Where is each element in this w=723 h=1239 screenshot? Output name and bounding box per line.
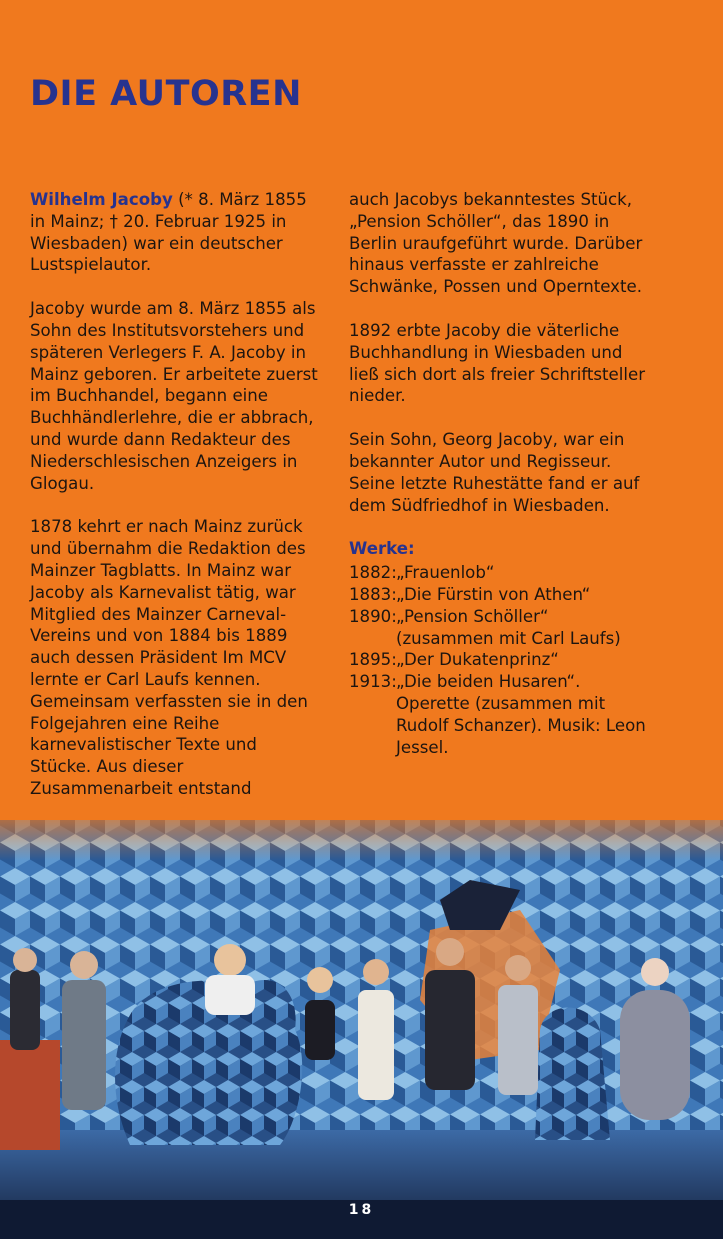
list-item [349, 606, 649, 650]
paragraph: Jacoby wurde am 8. März 1855 als Sohn des Institutsvorstehers und späteren Verlegers F. A. Jacoby in Mainz geboren. Er arbeitete zuerst im Buchhandel, begann eine Buchhändlerlehre, die er abbrach, und wurde dann Redakteur des Niederschlesischen Anzeigers in Glogau. [30, 299, 318, 493]
paragraph: auch Jacobys bekanntestes Stück, „Pension Schöller“, das 1890 in Berlin uraufgeführt wurde. Darüber hinaus verfasste er zahlreiche Schwänke, Possen und Operntexte. [349, 190, 643, 297]
work-title: „Der Dukatenprinz“ [396, 650, 559, 670]
work-title: „Pension Schöller“ (zusammen mit Carl Laufs) [396, 606, 621, 648]
page-number: 18 [348, 1202, 375, 1218]
works-title: Werke: [349, 539, 415, 559]
paragraph: Sein Sohn, Georg Jacoby, war ein bekannter Autor und Regisseur. Seine letzte Ruhestätte fand er auf dem Südfriedhof in Wiesbaden. [349, 430, 640, 515]
work-year: 1882: [349, 563, 397, 583]
stage-photo [0, 800, 723, 1239]
right-column [349, 189, 649, 758]
work-title: „Die Fürstin von Athen“ [396, 584, 591, 604]
works-list [349, 562, 649, 758]
work-year: 1895: [349, 650, 397, 670]
work-title: „Frauenlob“ [396, 563, 495, 583]
author-name: Wilhelm Jacoby [30, 190, 173, 209]
left-column [30, 189, 322, 822]
list-item [349, 649, 649, 671]
list-item [349, 584, 649, 606]
paragraph: 1892 erbte Jacoby die väterliche Buchhandlung in Wiesbaden und ließ sich dort als freier Schriftsteller nieder. [349, 320, 646, 406]
page-title: DIE AUTOREN [30, 74, 302, 114]
work-title: „Die beiden Husaren“. Operette (zusammen mit Rudolf Schanzer). Musik: Leon Jessel. [396, 672, 646, 757]
list-item [349, 671, 649, 758]
intro-text: (* 8. März 1855 in Mainz; † 20. Februar 1925 in Wiesbaden) war ein deutscher Lustspielautor. [30, 190, 307, 275]
list-item [349, 562, 649, 584]
work-year: 1913: [349, 672, 397, 692]
paragraph: 1878 kehrt er nach Mainz zurück und übernahm die Redaktion des Mainzer Tagblatts. In Mainz war Jacoby als Karnevalist tätig, war Mitglied des Mainzer Carneval-Vereins und von 1884 bis 1889 auch dessen Präsident Im MCV lernte er Carl Laufs kennen. Gemeinsam verfassten sie in den Folgejahren eine Reihe karnevalistischer Texte und Stücke. Aus dieser Zusammenarbeit entstand [30, 517, 308, 798]
intro-paragraph [30, 189, 322, 276]
work-year: 1883: [349, 584, 397, 604]
work-year: 1890: [349, 606, 397, 626]
